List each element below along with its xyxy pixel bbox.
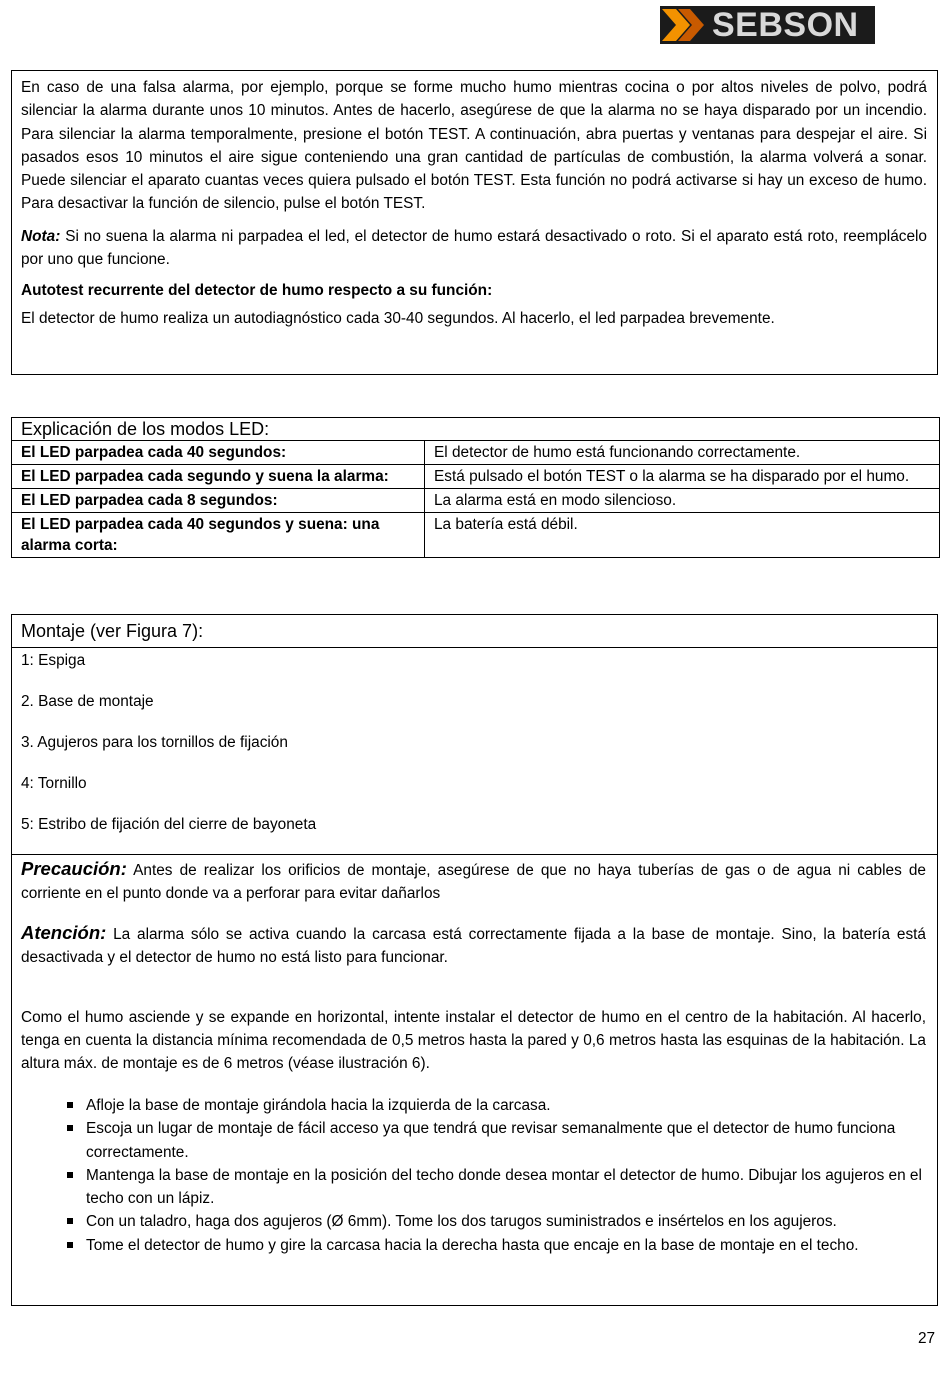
bullet-square-icon <box>67 1242 73 1248</box>
list-item: Escoja un lugar de montaje de fácil acceso ya que tendrá que revisar semanalmente que el detector de humo funciona correctamente. <box>12 1117 937 1164</box>
sebson-logo <box>660 6 875 44</box>
divider <box>12 647 937 648</box>
install-steps-list <box>12 1094 937 1257</box>
table-row <box>12 441 940 465</box>
install-paragraph: Como el humo asciende y se expande en horizontal, intente instalar el detector de humo en el centro de la habitación. Al hacerlo, tenga en cuenta la distancia mínima recomendada de 0,5 metros hasta la pared y 0,6 metros hasta las esquinas de la habitación. La altura máx. de montaje es de 6 metros (véase ilustración 6). <box>21 1009 926 1072</box>
list-item: Con un taladro, haga dos agujeros (Ø 6mm). Tome los dos tarugos suministrados e insértelos en los agujeros. <box>12 1210 937 1233</box>
list-item: Afloje la base de montaje girándola hacia la izquierda de la carcasa. <box>12 1094 937 1117</box>
table-header-row <box>12 418 940 441</box>
note-paragraph <box>21 225 927 272</box>
montaje-title: Montaje (ver Figura 7): <box>21 621 204 641</box>
led-modes-table <box>11 417 940 558</box>
divider <box>12 854 937 855</box>
note-text: Si no suena la alarma ni parpadea el led, el detector de humo estará desactivado o roto. Si el aparato está roto, reemplácelo por uno que funcione. <box>21 227 927 269</box>
atencion-text: La alarma sólo se activa cuando la carcasa está correctamente fijada a la base de montaje. Sino, la batería está desactivada y el detector de humo no está listo para funcionar. <box>21 926 926 966</box>
led-table-title: Explicación de los modos LED: <box>12 418 940 441</box>
montaje-item: 3. Agujeros para los tornillos de fijación <box>21 734 288 751</box>
atencion-label: Atención: <box>21 922 107 943</box>
led-mode-cell: El LED parpadea cada 8 segundos: <box>12 489 425 513</box>
chevron-logo-icon <box>660 6 706 44</box>
led-meaning-cell: Está pulsado el botón TEST o la alarma se ha disparado por el humo. <box>425 465 940 489</box>
precaucion-text: Antes de realizar los orificios de montaje, asegúrese de que no haya tuberías de gas o de agua ni cables de corriente en el punto donde va a perforar para evitar dañarlos <box>21 862 926 902</box>
brand-name: SEBSON <box>712 6 859 44</box>
led-mode-cell: El LED parpadea cada 40 segundos: <box>12 441 425 465</box>
bullet-square-icon <box>67 1218 73 1224</box>
table-row <box>12 489 940 513</box>
list-item: Tome el detector de humo y gire la carcasa hacia la derecha hasta que encaje en la base de montaje en el techo. <box>12 1234 937 1257</box>
bullet-square-icon <box>67 1172 73 1178</box>
bullet-square-icon <box>67 1102 73 1108</box>
precaucion-label: Precaución: <box>21 858 127 879</box>
montaje-item: 4: Tornillo <box>21 775 87 792</box>
autotest-text: El detector de humo realiza un autodiagnóstico cada 30-40 segundos. Al hacerlo, el led parpadea brevemente. <box>21 309 775 327</box>
false-alarm-paragraph: En caso de una falsa alarma, por ejemplo, porque se forme mucho humo mientras cocina o por altos niveles de polvo, podrá silenciar la alarma durante unos 10 minutos. Antes de hacerlo, asegúrese de que la alarma no se haya disparado por un incendio. Para silenciar la alarma temporalmente, presione el botón TEST. A continuación, abra puertas y ventanas para despejar el aire. Si pasados esos 10 minutos el aire sigue conteniendo una gran cantidad de partículas de combustión, la alarma volverá a sonar. Puede silenciar el aparato cuantas veces quiera pulsado el botón TEST. Esta función no podrá activarse si hay un exceso de humo. Para desactivar la función de silencio, pulse el botón TEST. <box>21 79 927 213</box>
table-row <box>12 465 940 489</box>
led-meaning-cell: El detector de humo está funcionando correctamente. <box>425 441 940 465</box>
led-mode-cell: El LED parpadea cada 40 segundos y suena: una alarma corta: <box>12 513 425 558</box>
montaje-item: 1: Espiga <box>21 652 86 669</box>
false-alarm-box <box>11 70 938 375</box>
montaje-item: 2. Base de montaje <box>21 693 154 710</box>
table-row <box>12 513 940 558</box>
led-mode-cell: El LED parpadea cada segundo y suena la alarma: <box>12 465 425 489</box>
led-meaning-cell: La alarma está en modo silencioso. <box>425 489 940 513</box>
note-label: Nota: <box>21 227 61 245</box>
montaje-item: 5: Estribo de fijación del cierre de bayoneta <box>21 816 317 833</box>
bullet-square-icon <box>67 1125 73 1131</box>
autotest-heading: Autotest recurrente del detector de humo respecto a su función: <box>21 282 493 300</box>
list-item: Mantenga la base de montaje en la posición del techo donde desea montar el detector de humo. Dibujar los agujeros en el techo con un lápiz. <box>12 1164 937 1211</box>
led-meaning-cell: La batería está débil. <box>425 513 940 558</box>
precaucion-paragraph <box>21 857 926 905</box>
montaje-box <box>11 614 938 1306</box>
page-number: 27 <box>918 1330 936 1347</box>
atencion-paragraph <box>21 921 926 969</box>
